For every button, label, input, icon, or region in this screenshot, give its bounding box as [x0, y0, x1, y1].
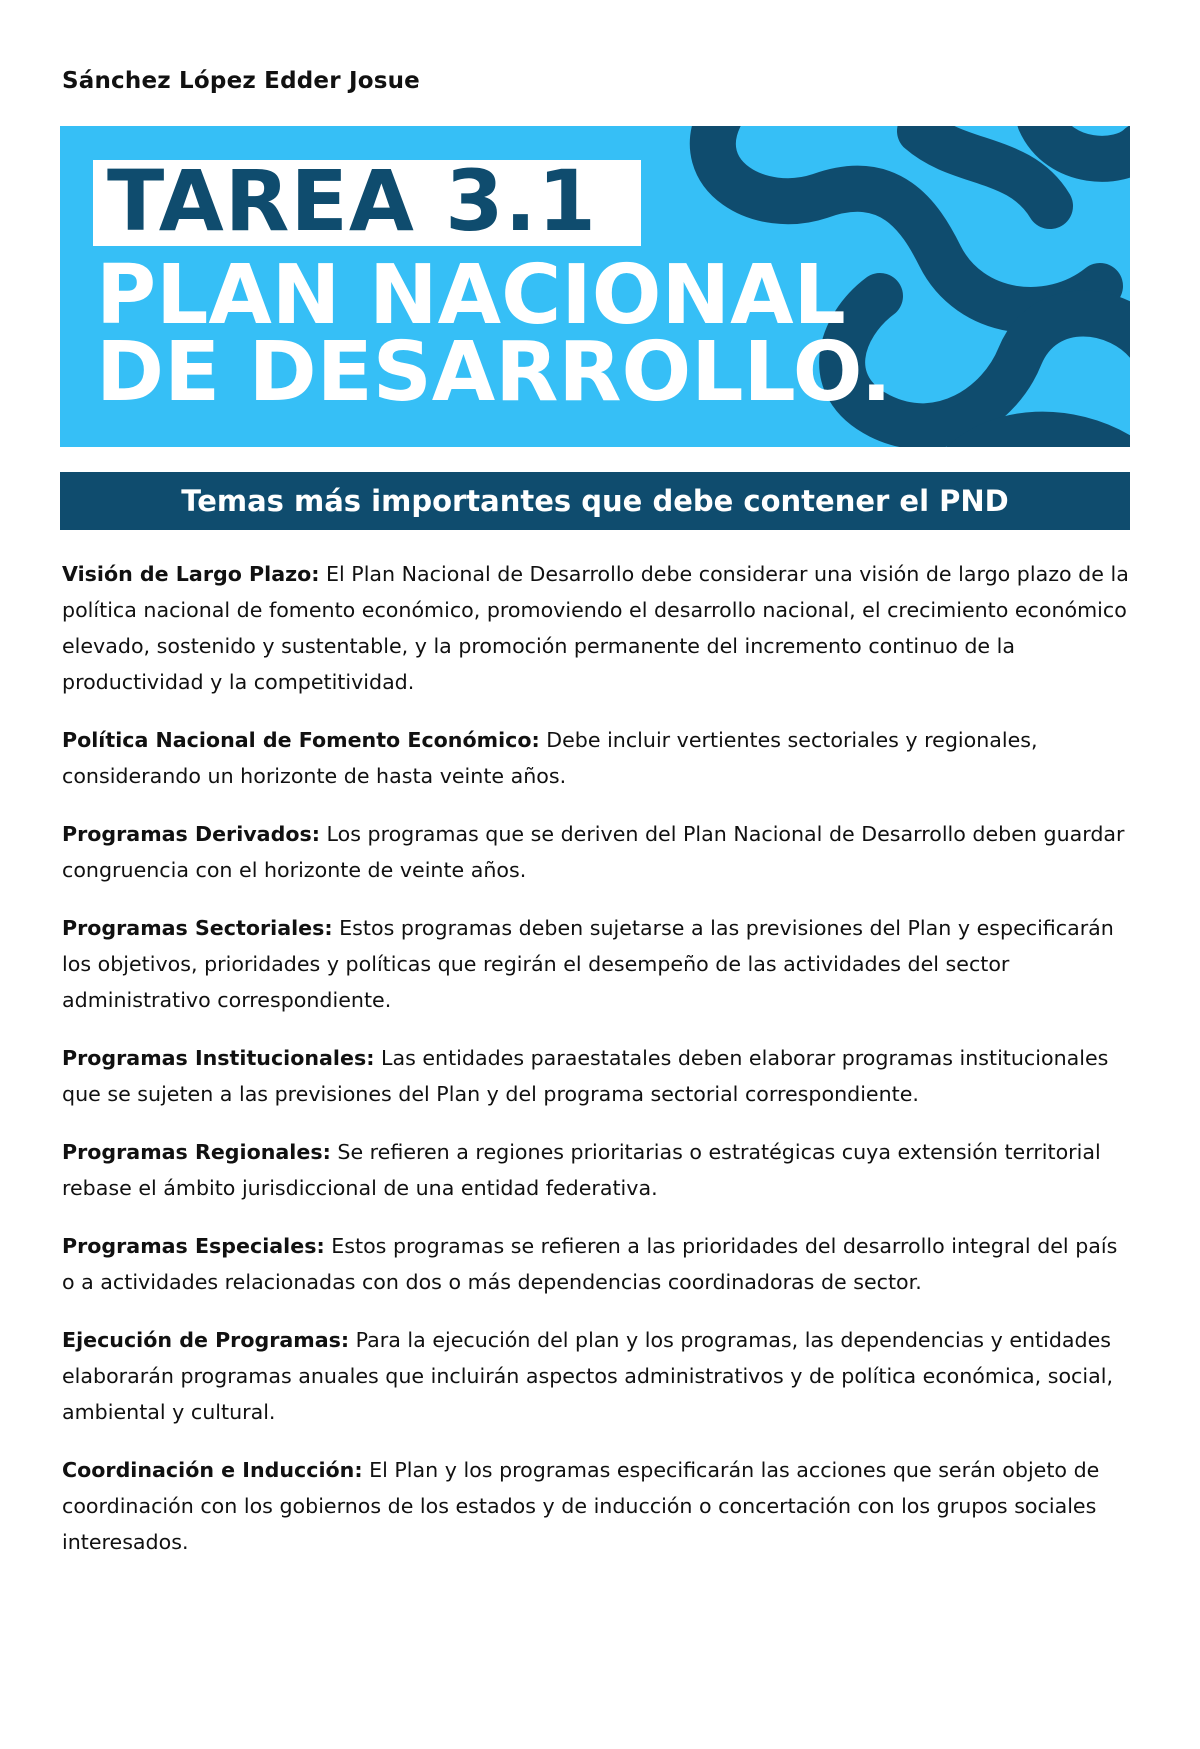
term-label: Programas Especiales:: [62, 1234, 325, 1258]
paragraph-regionales: [62, 1134, 1134, 1206]
banner-title-line1: PLAN NACIONAL: [96, 248, 846, 343]
document-body: [62, 556, 1134, 1582]
paragraph-sectoriales: [62, 910, 1134, 1018]
term-description: Estos programas se refieren a las prioridades del desarrollo integral del país o a actividades relacionadas con dos o más dependencias coordinadoras de sector.: [62, 1234, 1118, 1294]
term-description: El Plan y los programas especificarán las acciones que serán objeto de coordinación con los gobiernos de los estados y de inducción o concertación con los grupos sociales interesados.: [62, 1458, 1100, 1554]
paragraph-politica: [62, 722, 1134, 794]
term-label: Programas Regionales:: [62, 1140, 331, 1164]
term-label: Programas Derivados:: [62, 822, 320, 846]
term-label: Programas Institucionales:: [62, 1046, 375, 1070]
term-label: Ejecución de Programas:: [62, 1328, 350, 1352]
paragraph-coordinacion: [62, 1452, 1134, 1560]
term-description: Debe incluir vertientes sectoriales y regionales, considerando un horizonte de hasta veinte años.: [62, 728, 1038, 788]
paragraph-especiales: [62, 1228, 1134, 1300]
term-description: El Plan Nacional de Desarrollo debe considerar una visión de largo plazo de la política nacional de fomento económico, promoviendo el desarrollo nacional, el crecimiento económico elevado, sostenido y sustentable, y la promoción permanente del incremento continuo de la productividad y la competitividad.: [62, 562, 1129, 694]
paragraph-vision: [62, 556, 1134, 700]
term-label: Visión de Largo Plazo:: [62, 562, 320, 586]
term-description: Se refieren a regiones prioritarias o estratégicas cuya extensión territorial rebase el ámbito jurisdiccional de una entidad federativa.: [62, 1140, 1101, 1200]
assignment-number: TAREA 3.1: [107, 152, 597, 250]
paragraph-derivados: [62, 816, 1134, 888]
term-description: Estos programas deben sujetarse a las previsiones del Plan y especificarán los objetivos, prioridades y políticas que regirán el desempeño de las actividades del sector administrativo correspondiente.: [62, 916, 1114, 1012]
term-description: Las entidades paraestatales deben elaborar programas institucionales que se sujeten a las previsiones del Plan y del programa sectorial correspondiente.: [62, 1046, 1109, 1106]
paragraph-ejecucion: [62, 1322, 1134, 1430]
section-subtitle: Temas más importantes que debe contener el PND: [60, 472, 1130, 530]
term-label: Coordinación e Inducción:: [62, 1458, 363, 1482]
banner-title-line2: DE DESARROLLO.: [96, 325, 892, 420]
term-label: Programas Sectoriales:: [62, 916, 333, 940]
paragraph-institucionales: [62, 1040, 1134, 1112]
term-label: Política Nacional de Fomento Económico:: [62, 728, 540, 752]
term-description: Los programas que se deriven del Plan Nacional de Desarrollo deben guardar congruencia con el horizonte de veinte años.: [62, 822, 1125, 882]
term-description: Para la ejecución del plan y los programas, las dependencias y entidades elaborarán programas anuales que incluirán aspectos administrativos y de política económica, social, ambiental y cultural.: [62, 1328, 1113, 1424]
title-banner: [60, 126, 1130, 447]
author-name: Sánchez López Edder Josue: [62, 68, 420, 94]
